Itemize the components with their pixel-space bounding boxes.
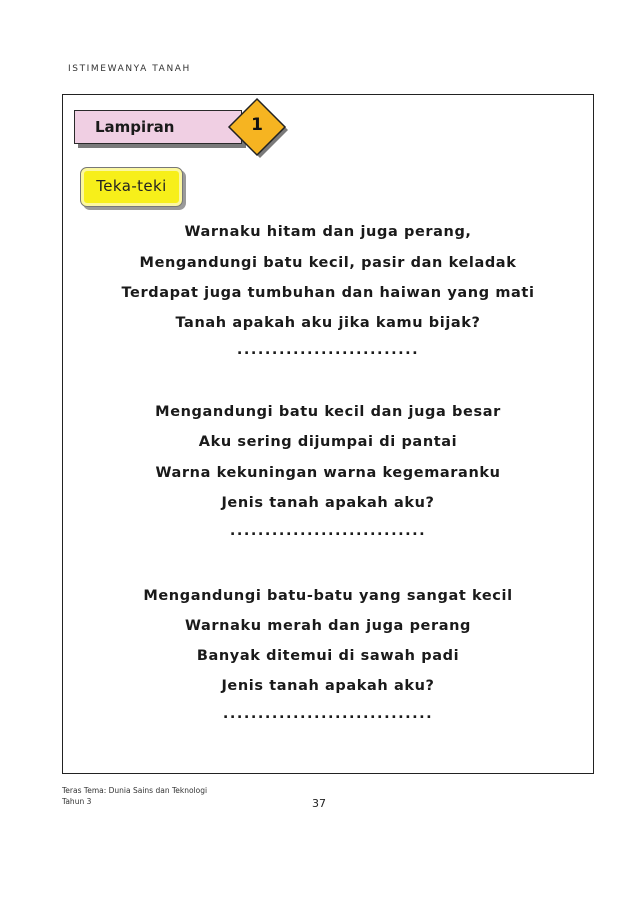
riddle-1-line-1: Warnaku hitam dan juga perang, xyxy=(184,224,472,240)
riddle-2-line-4: Jenis tanah apakah aku? xyxy=(221,495,435,511)
footer-theme: Teras Tema: Dunia Sains dan Teknologi xyxy=(62,786,208,795)
page-number: 37 xyxy=(312,797,326,810)
riddle-2-line-2: Aku sering dijumpai di pantai xyxy=(198,434,458,450)
riddle-3-line-1: Mengandungi batu-batu yang sangat kecil xyxy=(143,588,513,604)
lampiran-label: Lampiran xyxy=(95,118,175,136)
footer-year: Tahun 3 xyxy=(62,797,92,806)
riddle-1-line-3: Terdapat juga tumbuhan dan haiwan yang mati xyxy=(121,285,535,301)
riddle-3-line-4: Jenis tanah apakah aku? xyxy=(221,678,435,694)
riddle-2-answer-blank: ............................ xyxy=(229,523,427,539)
footer-info xyxy=(62,785,207,807)
teka-teki-label: Teka-teki xyxy=(96,177,167,195)
lampiran-number-badge xyxy=(225,97,291,163)
teka-teki-tag xyxy=(80,167,183,207)
riddle-2-line-1: Mengandungi batu kecil dan juga besar xyxy=(155,404,501,420)
riddle-3-line-2: Warnaku merah dan juga perang xyxy=(184,618,472,634)
riddle-1-line-4: Tanah apakah aku jika kamu bijak? xyxy=(175,315,481,331)
riddle-3-line-3: Banyak ditemui di sawah padi xyxy=(196,648,460,664)
riddle-3-answer-blank: .............................. xyxy=(222,706,434,722)
lampiran-number: 1 xyxy=(251,115,263,135)
riddle-1-line-2: Mengandungi batu kecil, pasir dan keladak xyxy=(139,255,517,271)
riddle-2-line-3: Warna kekuningan warna kegemaranku xyxy=(155,465,501,481)
lampiran-tag xyxy=(74,110,242,144)
riddle-1-answer-blank: .......................... xyxy=(236,342,420,358)
running-header: ISTIMEWANYA TANAH xyxy=(68,64,191,74)
